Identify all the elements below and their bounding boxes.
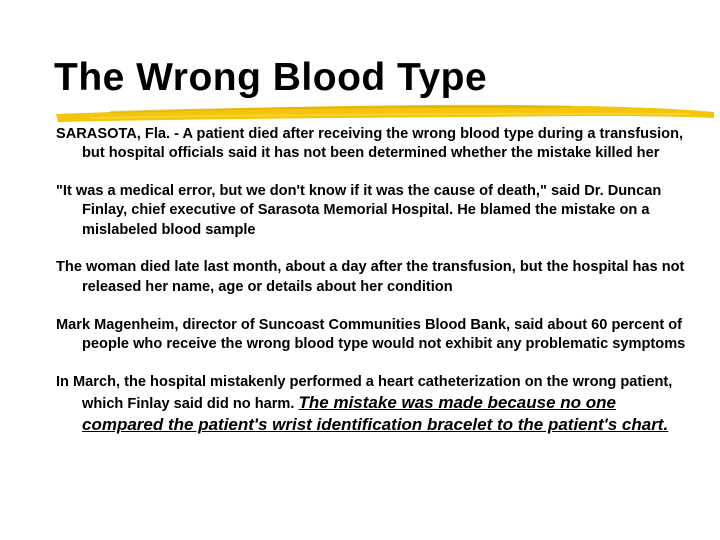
paragraph-5-text: In March, the hospital mistakenly performed a heart catheterization on the wrong patient, which Finlay said did no harm. xyxy=(56,373,673,412)
highlighter-underline xyxy=(50,100,720,126)
paragraph-3: The woman died late last month, about a day after the transfusion, but the hospital has not released her name, age or details about her condition xyxy=(56,259,685,295)
paragraph-5 xyxy=(56,373,696,437)
paragraph-2: "It was a medical error, but we don't know if it was the cause of death," said Dr. Duncan Finlay, chief executive of Sarasota Memorial Hospital. He blamed the mistake on a mislabeled blood sample xyxy=(56,183,662,238)
paragraph-1: SARASOTA, Fla. - A patient died after receiving the wrong blood type during a transfusion, but hospital officials said it has not been determined whether the mistake killed her xyxy=(56,126,684,162)
paragraph-5-emphasis: The mistake was made because no one compared the patient's wrist identification bracelet to the patient's chart. xyxy=(82,392,669,435)
slide-title: The Wrong Blood Type xyxy=(54,56,488,99)
slide-body xyxy=(56,125,696,455)
paragraph-4: Mark Magenheim, director of Suncoast Communities Blood Bank, said about 60 percent of people who receive the wrong blood type would not exhibit any problematic symptoms xyxy=(56,316,686,352)
